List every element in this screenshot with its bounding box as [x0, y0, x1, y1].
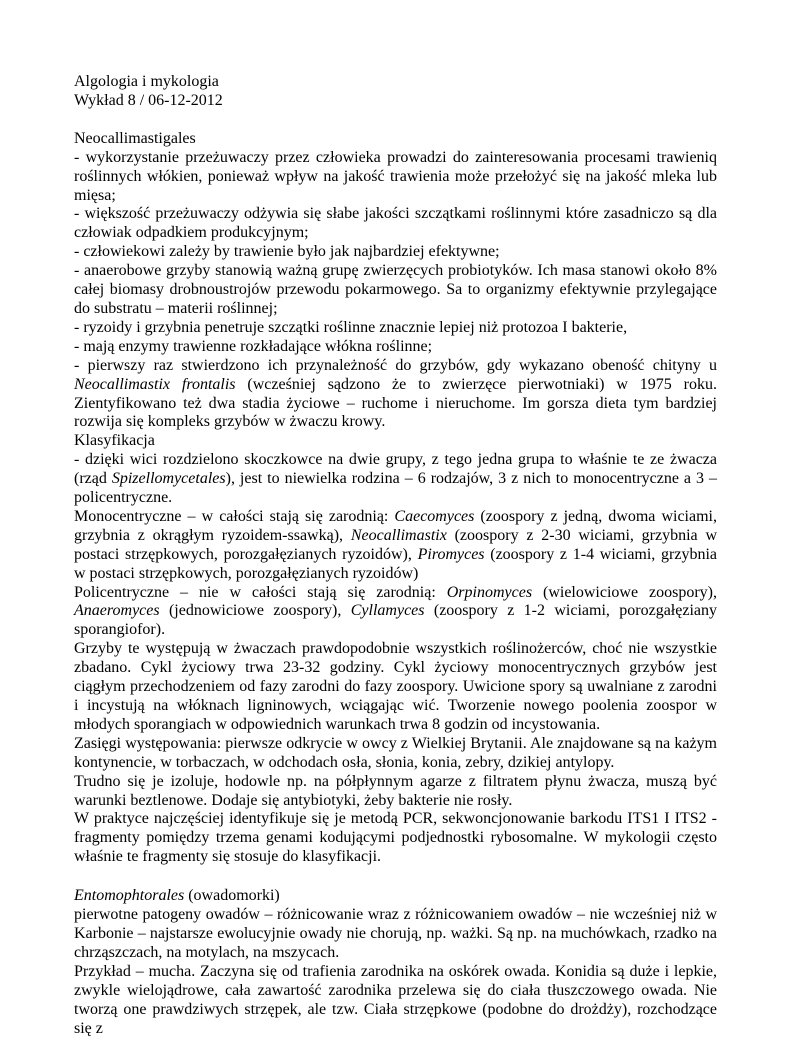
section-title: Neocallimastigales: [74, 129, 196, 147]
genus-name: Cyllamyces: [350, 602, 425, 620]
species-name: Neocallimastix frontalis: [74, 375, 236, 393]
genus-name: Anaeromyces: [74, 602, 160, 620]
paragraph: Grzyby te występują w żwaczach prawdopodobnie wszystkich roślinożerców, choć nie wszystkie zbadano. Cykl życiowy trwa 23-32 godziny. Cykl życiowy monocentrycznych grzybów jest ciągłym przechodzeniem od fazy zarodni do fazy zoospory. Uwicione spory są uwalniane z zarodni i incystują na włóknach ligninowych, wciągając wić. Tworzenie nowego poolenia zoospor w młodych sporangiach w odpowiednich warunkach trwa 8 godzin od incystowania.: [74, 640, 717, 733]
lecture-info: Wykład 8 / 06-12-2012: [74, 91, 223, 109]
paragraph: Przykład – mucha. Zaczyna się od trafienia zarodnika na oskórek owada. Konidia są duże i lepkie, zwykle wielojądrowe, cała zawartość zarodnika przelewa się do ciała tłuszczowego owada. Nie tworzą one prawdziwych strzępek, ale tzw. Ciała strzępkowe (podobne do drożdży), rozchodzące się z: [74, 962, 717, 1037]
text-run: (zoospory z 2-30 wiciami, grzybnia w postaci strzępkowych, porozgałęzianych ryzoidów),: [74, 526, 718, 563]
text-run: Policentryczne – nie w całości stają się zarodnią:: [74, 583, 447, 601]
text-run: (wcześniej sądzono że to zwierzęce pierwotniaki) w 1975 roku. Zientyfikowano też dwa stadia życiowe – ruchome i nieruchome. Im gorsza dieta tym bardziej rozwija się kompleks grzybów w żwaczu krowy.: [74, 375, 718, 431]
section-klasyfikacja: [74, 432, 717, 867]
paragraph-polycentric: [74, 584, 717, 641]
paragraph: - mają enzymy trawienne rozkładające włókna roślinne;: [74, 337, 433, 355]
order-name: Entomophtorales: [74, 887, 185, 905]
text-run: (wielowiciowe zoospory),: [532, 583, 718, 601]
text-run: (owadomorki): [184, 887, 280, 905]
paragraph: W praktyce najczęściej identyfikuje się je metodą PCR, sekwoncjonowanie barkodu ITS1 I ITS2 - fragmenty pomiędzy trzema genami kodującymi podjednostki rybosomalne. W mykologii często właśnie te fragmenty się stosuje do klasyfikacji.: [74, 810, 717, 866]
paragraph: Trudno się je izoluje, hodowle np. na półpłynnym agarze z filtratem płynu żwacza, muszą być warunki beztlenowe. Dodaje się antybiotyki, żeby bakterie nie rosły.: [74, 772, 717, 809]
paragraph: - wykorzystanie przeżuwaczy przez człowieka prowadzi do zainteresowania procesami trawieniq roślinnych włókien, ponieważ wpływ na jakość trawienia może przełożyć się na jakość mleka lub mięsa;: [74, 148, 717, 204]
text-run: (zoospory z 1-2 wiciami, porozgałęziany sporangiofor).: [74, 602, 717, 639]
spacer: [74, 867, 717, 887]
taxon-name: Spizellomycetales: [111, 470, 226, 488]
course-title: Algologia i mykologia: [74, 73, 219, 90]
section-entomophtorales: [74, 887, 717, 1038]
paragraph: pierwotne patogeny owadów – różnicowanie wraz z różnicowaniem owadów – nie wcześniej niż w Karbonie – najstarsze ewolucyjnie owady nie chorują, np. ważki. Są np. na muchówkach, rzadko na chrząszczach, na motylach, na mszycach.: [74, 906, 717, 961]
paragraph: - anaerobowe grzyby stanowią ważną grupę zwierzęcych probiotyków. Ich masa stanowi około 8% całej biomasy drobnoustrojów przewodu pokarmowego. Sa to organizmy efektywnie przylegające do substratu – materii roślinnej;: [74, 262, 717, 317]
genus-name: Orpinomyces: [446, 583, 533, 601]
text-run: ), jest to niewielka rodzina – 6 rodzajów, 3 z nich to monocentryczne a 3 – policentryczne.: [74, 470, 718, 507]
text-run: (zoospory z jedną, dwoma wiciami, grzybnia z okrągłym ryzoidem-ssawką),: [74, 507, 717, 544]
paragraph: - ryzoidy i grzybnia penetruje szczątki roślinne znacznie lepiej niż protozoa I bakterie,: [74, 318, 628, 336]
spacer: [74, 111, 717, 130]
text-run: - dzięki wici rozdzielono skoczkowce na dwie grupy, z tego jedna grupa to właśnie te ze żwacza (rząd: [74, 451, 717, 488]
paragraph: - większość przeżuwaczy odżywia się słabe jakości szczątkami roślinnymi które zasadniczo są dla człowiak odpadkiem produkcyjnym;: [74, 205, 717, 242]
paragraph-monocentric: [74, 508, 717, 584]
genus-name: Piromyces: [417, 545, 485, 563]
genus-name: Caecomyces: [394, 507, 475, 525]
section-neocallimastigales: [74, 130, 717, 433]
text-run: (zoospory z 1-4 wiciami, grzybnia w postaci strzępkowych, porozgałęzianych ryzoidów): [74, 545, 717, 582]
section-title: Klasyfikacja: [74, 432, 155, 450]
text-run: Monocentryczne – w całości stają się zarodnią:: [74, 507, 395, 525]
text-run: - pierwszy raz stwierdzono ich przynależność do grzybów, gdy wykazano obeność chityny u: [74, 356, 717, 374]
paragraph: - człowiekowi zależy by trawienie było jak najbardziej efektywne;: [74, 243, 500, 261]
genus-name: Neocallimastix: [350, 526, 447, 544]
section-title: [74, 887, 717, 906]
paragraph: Zasięgi występowania: pierwsze odkrycie w owcy z Wielkiej Brytanii. Ale znajdowane są na każym kontynencie, w torbaczach, w odchodach osła, słonia, konia, zebry, dzikiej antylopy.: [74, 734, 717, 771]
text-run: (jednowiciowe zoospory),: [159, 602, 351, 620]
paragraph: [74, 357, 717, 433]
paragraph: [74, 451, 717, 508]
